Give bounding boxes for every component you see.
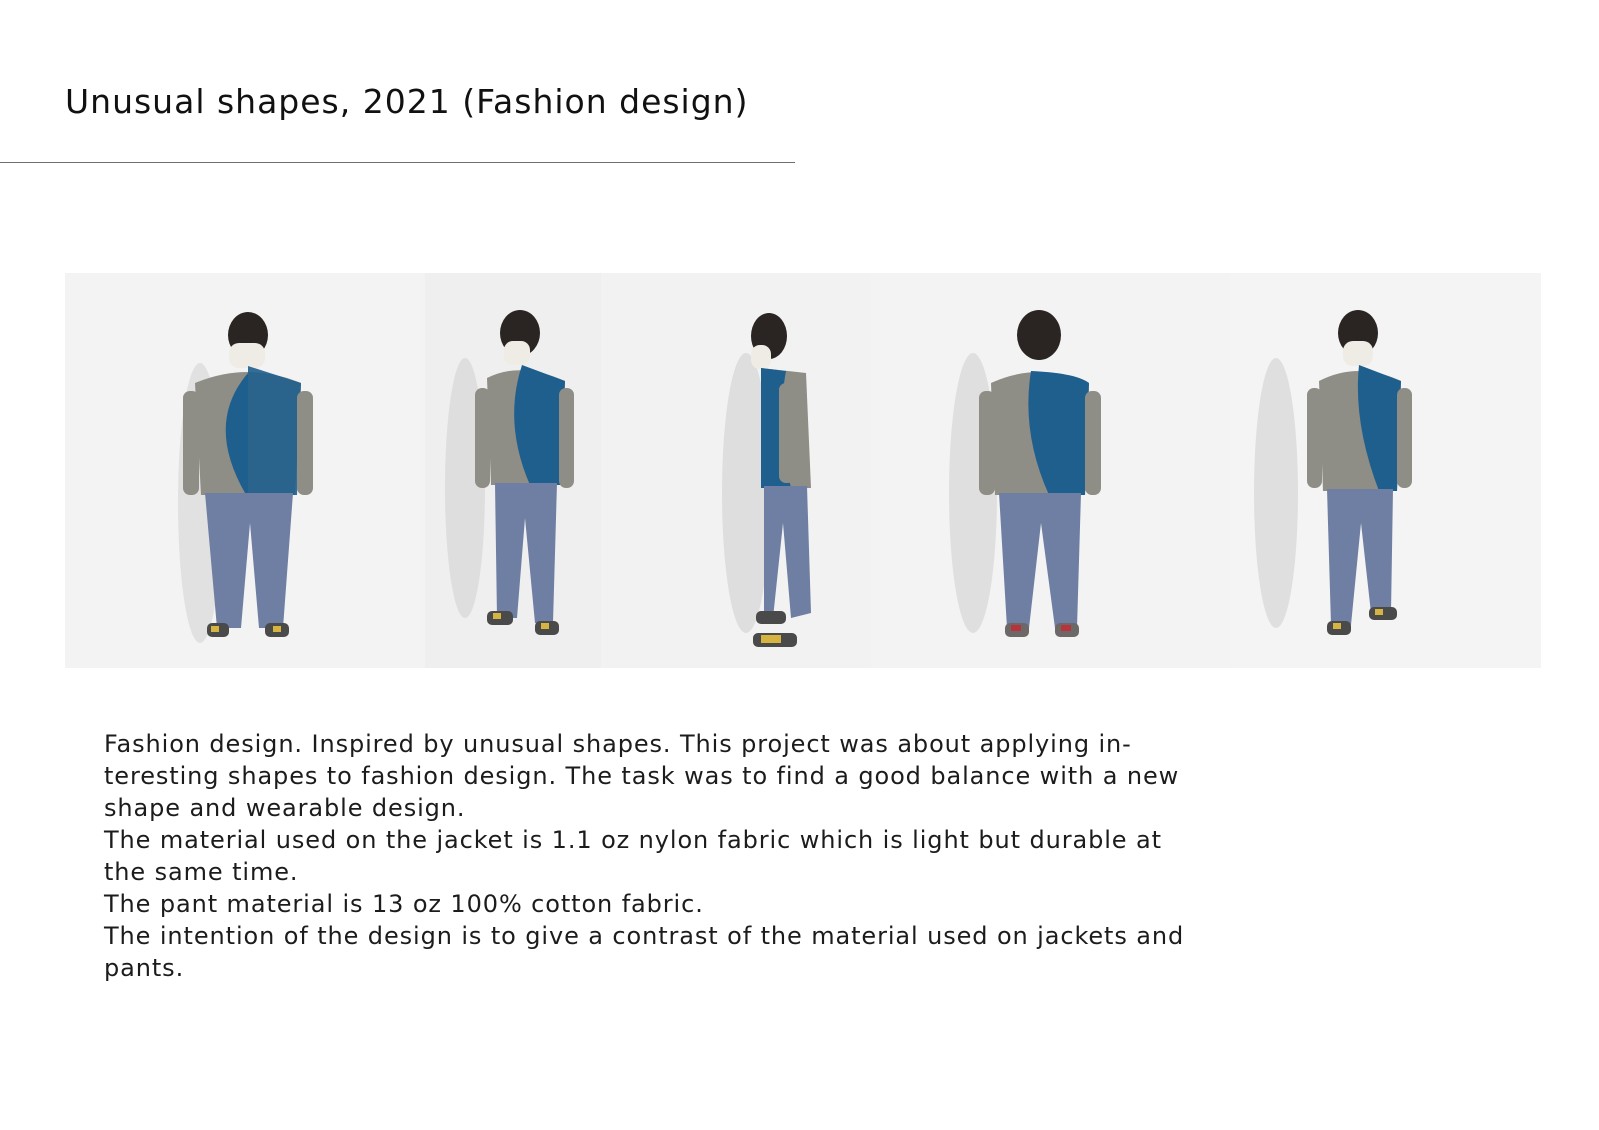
person-three-quarter-alt-icon — [1231, 273, 1541, 668]
person-front-icon — [65, 273, 425, 668]
photo-side-view — [601, 273, 871, 668]
photo-back-view — [871, 273, 1231, 668]
person-three-quarter-icon — [425, 273, 601, 668]
photo-three-quarter-alt-view — [1231, 273, 1541, 668]
project-description — [104, 728, 1194, 984]
description-paragraph-3: The pant material is 13 oz 100% cotton fabric. — [104, 890, 704, 918]
description-paragraph-1: Fashion design. Inspired by unusual shapes. This project was about applying in-teresting shapes to fashion design. The task was to find a good balance with a new shape and wearable design. — [104, 730, 1180, 822]
photo-three-quarter-view — [425, 273, 601, 668]
description-paragraph-4: The intention of the design is to give a contrast of the material used on jackets and pants. — [104, 922, 1185, 982]
person-back-icon — [871, 273, 1231, 668]
page-title: Unusual shapes, 2021 (Fashion design) — [65, 82, 749, 121]
description-paragraph-2: The material used on the jacket is 1.1 oz nylon fabric which is light but durable at the same time. — [104, 826, 1162, 886]
title-divider — [0, 162, 795, 163]
photo-front-view — [65, 273, 425, 668]
photo-strip — [65, 273, 1541, 668]
person-side-icon — [601, 273, 871, 668]
